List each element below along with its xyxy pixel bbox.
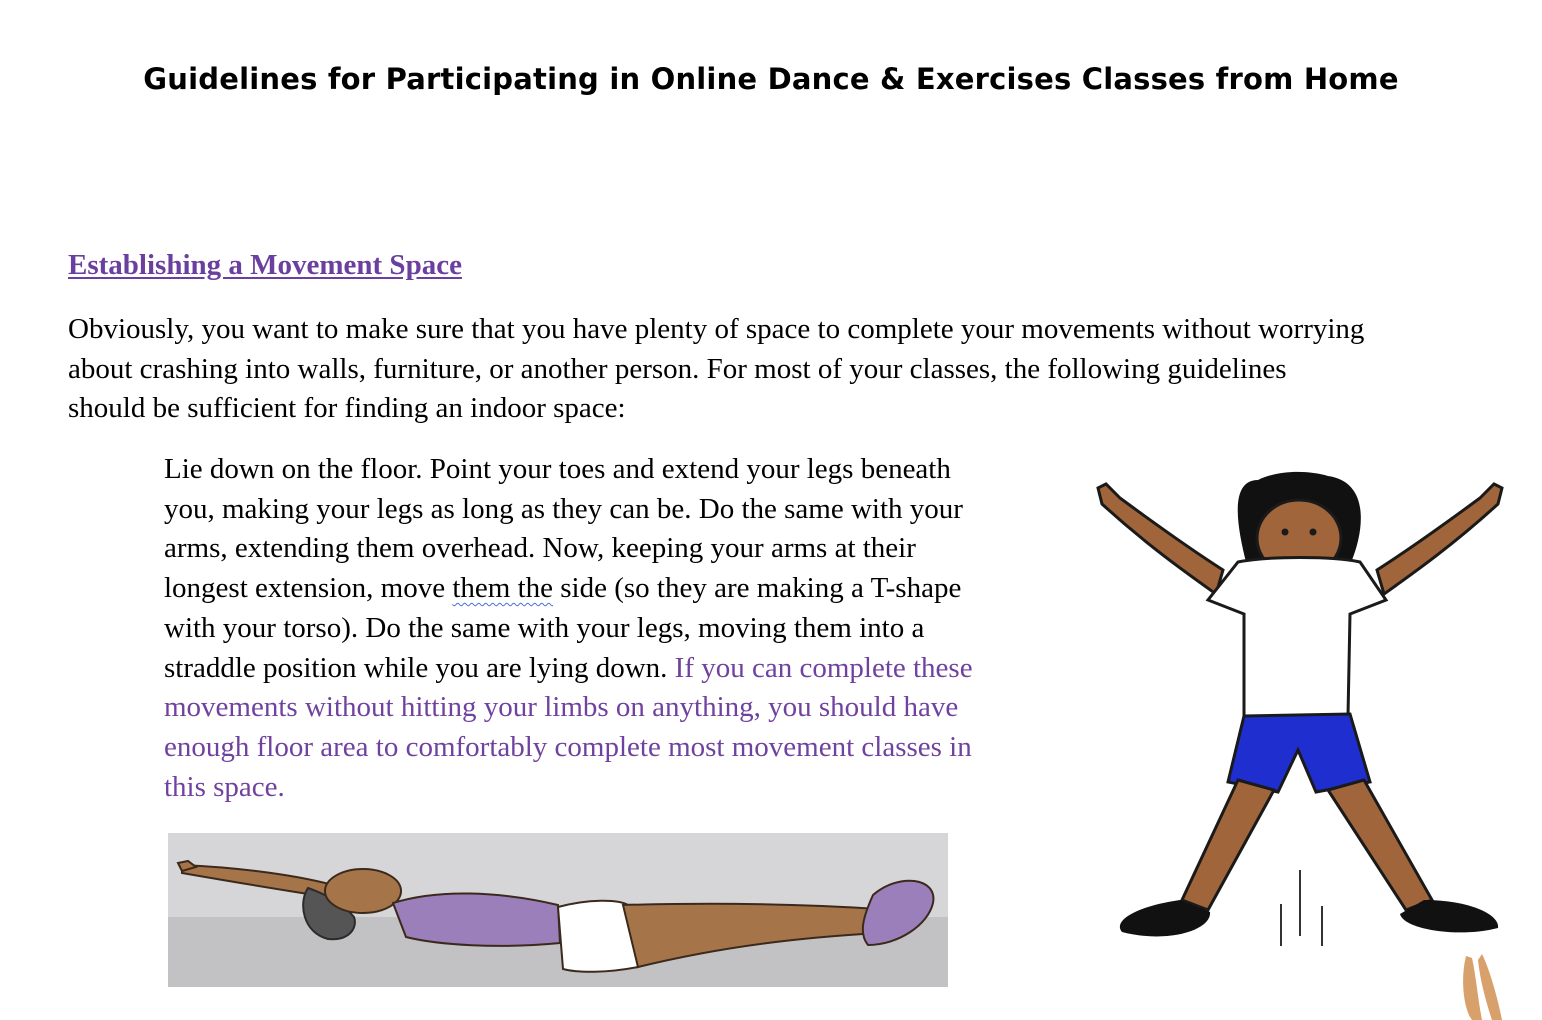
instruction-text: longest extension, move xyxy=(164,572,453,605)
intro-line: should be sufficient for finding an indoor space: xyxy=(68,392,626,425)
instruction-line: with your torso). Do the same with your legs, moving them into a xyxy=(164,611,925,644)
highlight-text: If you can complete these xyxy=(667,651,973,684)
child-star-jump-illustration xyxy=(1088,470,1512,1020)
document-title: Guidelines for Participating in Online Dance & Exercises Classes from Home xyxy=(143,62,1399,96)
highlight-line: this space. xyxy=(164,770,285,803)
instruction-line: you, making your legs as long as they can be. Do the same with your xyxy=(164,492,963,525)
instruction-line xyxy=(164,649,1084,689)
instruction-line: Lie down on the floor. Point your toes and extend your legs beneath xyxy=(164,453,951,485)
instruction-line: arms, extending them overhead. Now, keeping your arms at their xyxy=(164,532,916,565)
highlight-line: enough floor area to comfortably complete most movement classes in xyxy=(164,730,972,763)
instruction-text: straddle position while you are lying down. xyxy=(164,651,668,684)
instruction-line xyxy=(164,569,1084,609)
highlight-line: movements without hitting your limbs on anything, you should have xyxy=(164,691,959,724)
intro-paragraph xyxy=(68,310,1528,429)
intro-line: about crashing into walls, furniture, or another person. For most of your classes, the following guidelines xyxy=(68,352,1287,385)
instruction-text: side (so they are making a T-shape xyxy=(553,572,962,605)
spellcheck-flagged-text[interactable]: them the xyxy=(452,572,554,605)
person-lying-stretched-illustration xyxy=(168,833,948,987)
instructions-paragraph xyxy=(164,450,1084,807)
intro-line: Obviously, you want to make sure that you have plenty of space to complete your movements without worrying xyxy=(68,313,1365,345)
section-heading: Establishing a Movement Space xyxy=(68,249,462,281)
